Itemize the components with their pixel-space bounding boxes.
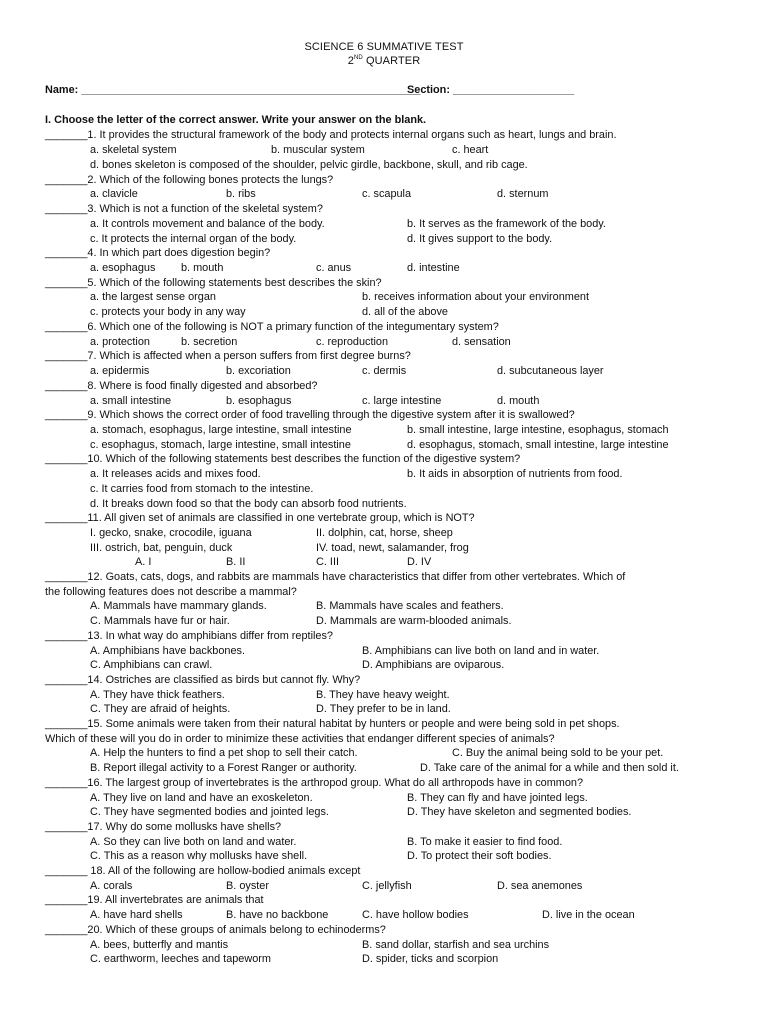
q7-option-b: b. excoriation (226, 365, 291, 377)
q19-option-d: D. live in the ocean (542, 909, 635, 921)
q11-option-c: C. III (316, 556, 339, 568)
q8-option-d: d. mouth (497, 395, 540, 407)
q7-option-d: d. subcutaneous layer (497, 365, 604, 377)
quarter-word: QUARTER (365, 55, 421, 67)
quarter-number: 2 (347, 55, 354, 67)
question-8: _______8. Where is food finally digested and absorbed? (45, 380, 318, 392)
question-18: _______ 18. All of the following are hollow-bodied animals except (45, 865, 361, 877)
q5-option-b: b. receives information about your environment (362, 291, 590, 303)
q11-option-a: A. I (135, 556, 152, 568)
q11-set-iii: III. ostrich, bat, penguin, duck (90, 542, 233, 554)
q9-option-c: c. esophagus, stomach, large intestine, small intestine (90, 439, 351, 451)
q12-option-c: C. Mammals have fur or hair. (90, 615, 230, 627)
q2-option-b: b. ribs (226, 188, 256, 200)
q1-option-b: b. muscular system (271, 144, 365, 156)
question-13: _______13. In what way do amphibians differ from reptiles? (45, 630, 333, 642)
q4-option-a: a. esophagus (90, 262, 156, 274)
q8-option-a: a. small intestine (90, 395, 172, 407)
q3-option-c: c. It protects the internal organ of the body. (90, 233, 297, 245)
q10-option-d: d. It breaks down food so that the body can absorb food nutrients. (90, 498, 407, 510)
q8-option-c: c. large intestine (362, 395, 442, 407)
q15-option-d: D. Take care of the animal for a while and then sold it. (420, 762, 679, 774)
q18-option-b: B. oyster (226, 880, 269, 892)
q1-option-c: c. heart (452, 144, 489, 156)
q8-option-b: b. esophagus (226, 395, 292, 407)
q11-option-d: D. IV (407, 556, 432, 568)
q11-set-iv: IV. toad, newt, salamander, frog (316, 542, 469, 554)
q20-option-a: A. bees, butterfly and mantis (90, 939, 229, 951)
q16-option-a: A. They live on land and have an exoskeleton. (90, 792, 313, 804)
q13-option-b: B. Amphibians can live both on land and in water. (362, 645, 600, 657)
question-20: _______20. Which of these groups of animals belong to echinoderms? (45, 924, 386, 936)
q20-option-d: D. spider, ticks and scorpion (362, 953, 499, 965)
q2-option-c: c. scapula (362, 188, 412, 200)
q2-option-a: a. clavicle (90, 188, 138, 200)
question-11: _______11. All given set of animals are classified in one vertebrate group, which is NOT? (45, 512, 475, 524)
q19-option-a: A. have hard shells (90, 909, 183, 921)
q15-option-a: A. Help the hunters to find a pet shop to sell their catch. (90, 747, 358, 759)
q9-option-a: a. stomach, esophagus, large intestine, small intestine (90, 424, 352, 436)
q15-option-c: C. Buy the animal being sold to be your pet. (452, 747, 664, 759)
question-4: _______4. In which part does digestion begin? (45, 247, 271, 259)
q20-option-b: B. sand dollar, starfish and sea urchins (362, 939, 550, 951)
q19-option-b: B. have no backbone (226, 909, 329, 921)
question-19: _______19. All invertebrates are animals that (45, 894, 264, 906)
test-title: SCIENCE 6 SUMMATIVE TEST (304, 41, 464, 53)
q5-option-a: a. the largest sense organ (90, 291, 216, 303)
q12-option-a: A. Mammals have mammary glands. (90, 600, 267, 612)
question-3: _______3. Which is not a function of the skeletal system? (45, 203, 323, 215)
q6-option-b: b. secretion (181, 336, 238, 348)
q3-option-d: d. It gives support to the body. (407, 233, 553, 245)
q18-option-d: D. sea anemones (497, 880, 583, 892)
question-5: _______5. Which of the following statements best describes the skin? (45, 277, 382, 289)
question-17: _______17. Why do some mollusks have shells? (45, 821, 282, 833)
instruction: I. Choose the letter of the correct answer. Write your answer on the blank. (45, 114, 427, 126)
q11-option-b: B. II (226, 556, 246, 568)
question-6: _______6. Which one of the following is NOT a primary function of the integumentary system? (45, 321, 499, 333)
quarter-heading (0, 55, 768, 67)
q5-option-d: d. all of the above (362, 306, 448, 318)
q9-option-b: b. small intestine, large intestine, esophagus, stomach (407, 424, 669, 436)
q7-option-c: c. dermis (362, 365, 407, 377)
q6-option-a: a. protection (90, 336, 150, 348)
q10-option-a: a. It releases acids and mixes food. (90, 468, 261, 480)
q12-option-d: D. Mammals are warm-blooded animals. (316, 615, 512, 627)
q14-option-c: C. They are afraid of heights. (90, 703, 231, 715)
q10-option-c: c. It carries food from stomach to the intestine. (90, 483, 314, 495)
question-12-continued: the following features does not describe a mammal? (45, 586, 297, 598)
q4-option-d: d. intestine (407, 262, 460, 274)
q11-set-i: I. gecko, snake, crocodile, iguana (90, 527, 252, 539)
question-12: _______12. Goats, cats, dogs, and rabbits are mammals have characteristics that differ from other vertebrates. Which of (45, 571, 626, 583)
q6-option-c: c. reproduction (316, 336, 389, 348)
q19-option-c: C. have hollow bodies (362, 909, 469, 921)
question-15: _______15. Some animals were taken from their natural habitat by hunters or people and were being sold in pet shops. (45, 718, 620, 730)
q13-option-a: A. Amphibians have backbones. (90, 645, 245, 657)
q18-option-a: A. corals (90, 880, 133, 892)
quarter-suffix: ND (353, 55, 363, 61)
q15-option-b: B. Report illegal activity to a Forest Ranger or authority. (90, 762, 357, 774)
q14-option-d: D. They prefer to be in land. (316, 703, 451, 715)
question-15-continued: Which of these will you do in order to minimize these activities that endanger different species of animals? (45, 733, 555, 745)
q3-option-a: a. It controls movement and balance of the body. (90, 218, 325, 230)
q18-option-c: C. jellyfish (362, 880, 412, 892)
q13-option-c: C. Amphibians can crawl. (90, 659, 213, 671)
q17-option-d: D. To protect their soft bodies. (407, 850, 552, 862)
q4-option-b: b. mouth (181, 262, 224, 274)
q6-option-d: d. sensation (452, 336, 511, 348)
question-16: _______16. The largest group of invertebrates is the arthropod group. What do all arthropods have in common? (45, 777, 584, 789)
q4-option-c: c. anus (316, 262, 352, 274)
name-field[interactable]: Name: ________________________________________________________ (45, 84, 421, 96)
q16-option-c: C. They have segmented bodies and jointed legs. (90, 806, 329, 818)
q17-option-a: A. So they can live both on land and water. (90, 836, 297, 848)
q14-option-b: B. They have heavy weight. (316, 689, 450, 701)
q1-option-a: a. skeletal system (90, 144, 177, 156)
q12-option-b: B. Mammals have scales and feathers. (316, 600, 504, 612)
question-14: _______14. Ostriches are classified as birds but cannot fly. Why? (45, 674, 361, 686)
question-9: _______9. Which shows the correct order of food travelling through the digestive system after it is swallowed? (45, 409, 575, 421)
q1-option-d: d. bones skeleton is composed of the shoulder, pelvic girdle, backbone, skull, and rib cage. (90, 159, 528, 171)
q7-option-a: a. epidermis (90, 365, 150, 377)
q5-option-c: c. protects your body in any way (90, 306, 246, 318)
q3-option-b: b. It serves as the framework of the body. (407, 218, 606, 230)
q17-option-b: B. To make it easier to find food. (407, 836, 563, 848)
q9-option-d: d. esophagus, stomach, small intestine, large intestine (407, 439, 669, 451)
q11-set-ii: II. dolphin, cat, horse, sheep (316, 527, 453, 539)
q16-option-b: B. They can fly and have jointed legs. (407, 792, 588, 804)
section-field[interactable]: Section: ____________________ (407, 84, 575, 96)
q16-option-d: D. They have skeleton and segmented bodies. (407, 806, 632, 818)
q20-option-c: C. earthworm, leeches and tapeworm (90, 953, 271, 965)
question-1: _______1. It provides the structural framework of the body and protects internal organs such as heart, lungs and brain. (45, 129, 617, 141)
question-7: _______7. Which is affected when a person suffers from first degree burns? (45, 350, 411, 362)
q14-option-a: A. They have thick feathers. (90, 689, 225, 701)
q2-option-d: d. sternum (497, 188, 549, 200)
q13-option-d: D. Amphibians are oviparous. (362, 659, 505, 671)
question-2: _______2. Which of the following bones protects the lungs? (45, 174, 334, 186)
q17-option-c: C. This as a reason why mollusks have shell. (90, 850, 308, 862)
q10-option-b: b. It aids in absorption of nutrients from food. (407, 468, 623, 480)
question-10: _______10. Which of the following statements best describes the function of the digestive system? (45, 453, 521, 465)
